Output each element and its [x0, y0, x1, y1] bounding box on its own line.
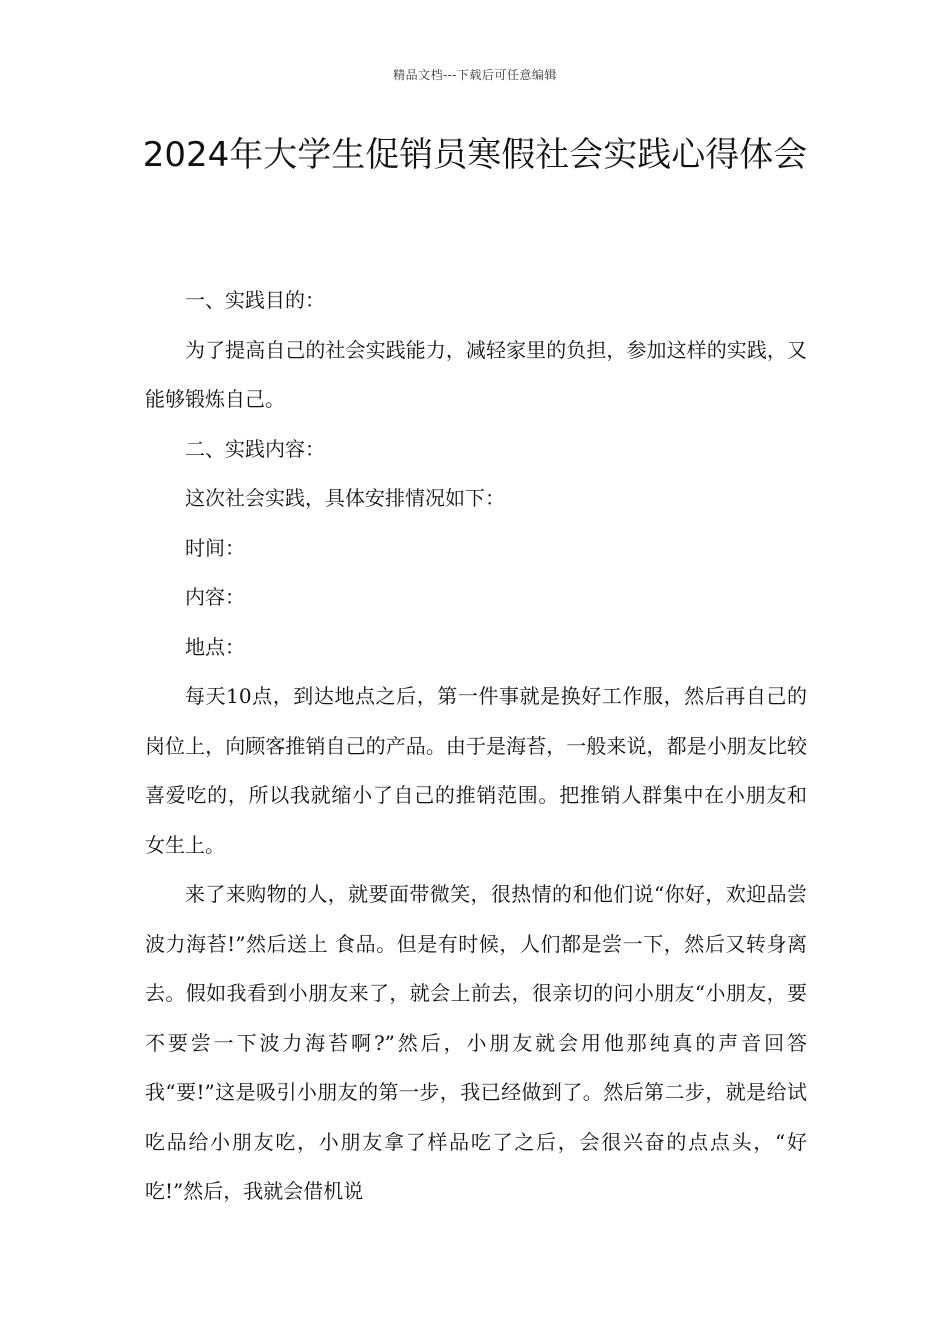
paragraph: 地点：: [185, 634, 245, 659]
paragraph: 时间：: [185, 535, 245, 560]
document-title: 2024年大学生促销员寒假社会实践心得体会: [142, 135, 808, 175]
header-note: 精品文档---下载后可任意编辑: [393, 68, 557, 82]
paragraph: 为了提高自己的社会实践能力，减轻家里的负担，参加这样的实践，又能够锻炼自己。: [145, 337, 807, 411]
document-body: [145, 276, 807, 1217]
paragraph: 一、实践目的：: [185, 288, 325, 312]
paragraph: 来了来购物的人，就要面带微笑，很热情的和他们说“你好，欢迎品尝波力海苔!”然后送上 食品。但是有时候，人们都是尝一下，然后又转身离去。假如我看到小朋友来了，就会上前去，很亲切的问小朋友“小朋友，要不要尝一下波力海苔啊?”然后，小朋友就会用他那纯真的声音回答我“要!”这是吸引小朋友的第一步，我已经做到了。然后第二步，就是给试吃品给小朋友吃，小朋友拿了样品吃了之后，会很兴奋的点点头，“好吃!”然后，我就会借机说: [145, 882, 807, 1203]
paragraph: 二、实践内容：: [185, 436, 325, 461]
paragraph: 内容：: [185, 585, 245, 609]
paragraph: 这次社会实践，具体安排情况如下：: [185, 486, 505, 510]
paragraph: 每天10点，到达地点之后，第一件事就是换好工作服，然后再自己的岗位上，向顾客推销自己的产品。由于是海苔，一般来说，都是小朋友比较喜爱吃的，所以我就缩小了自己的推销范围。把推销人群集中在小朋友和 女生上。: [145, 684, 807, 857]
